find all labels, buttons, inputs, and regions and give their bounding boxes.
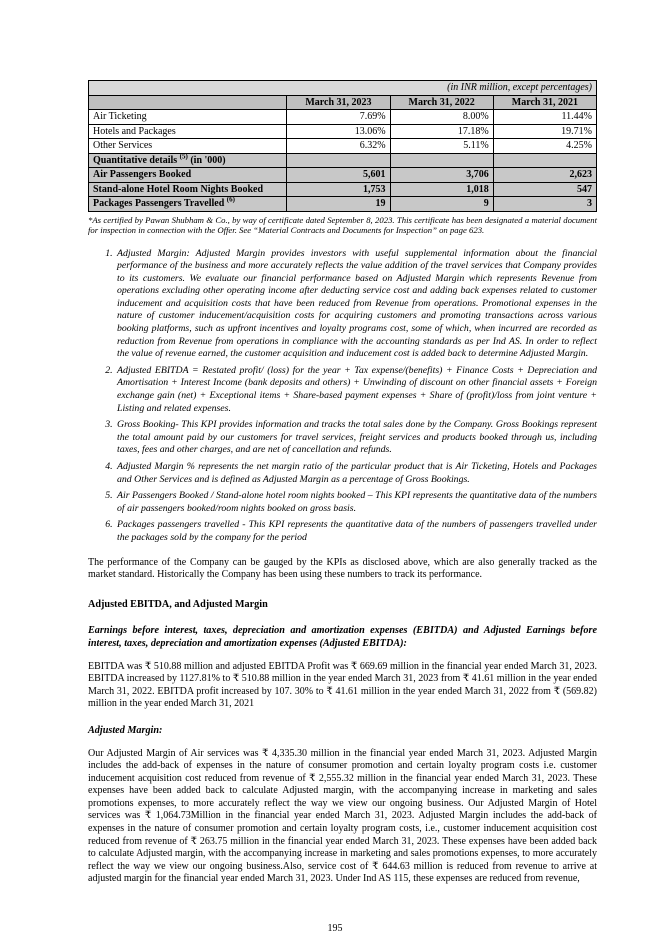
footnote-reference: (6) [226,195,235,204]
note-item: 5. Air Passengers Booked / Stand-alone hotel room nights booked – This KPI represents the quantitative data of the numbers of air passengers booked/room nights booked on gross basis. [115,490,597,515]
row-label: Air Passengers Booked [89,168,287,183]
row-value: 6.32% [287,139,390,154]
subheading-adjusted-margin: Adjusted Margin: [88,724,163,736]
row-value: 5,601 [287,168,390,183]
row-value: 19.71% [493,124,596,139]
note-item: 2. Adjusted EBITDA = Restated profit/ (loss) for the year + Tax expense/(benefits) + Finance Costs + Depreciation and Amortisation + Interest Income (bank deposits and others) + Unwinding of discount on other financial assets + Foreign exchange gain (net) + Exceptional items + Share-based payment expenses + Share of (profit)/loss from joint venture + Listing and related expenses. [115,365,597,415]
table-unit-row [89,81,597,96]
note-item: 4. Adjusted Margin % represents the net margin ratio of the particular product that is Air Ticketing, Hotels and Packages and Other Services and is defined as Adjusted Margin as a percentage of Gross Bookings. [115,461,597,486]
row-value: 19 [287,197,390,212]
row-value: 9 [390,197,493,212]
notes-list [88,248,597,545]
certificate-footnote: *As certified by Pawan Shubham & Co., by way of certificate dated September 8, 2023. This certificate has been designated a material document for inspection in connection with the Offer. See “Material Contracts and Documents for Inspection” on page 623. [88,214,597,235]
kpi-table [88,80,597,212]
row-value: 3 [493,197,596,212]
row-label: Air Ticketing [89,110,287,125]
table-row [89,139,597,154]
header-empty-cell [89,95,287,110]
adjusted-margin-paragraph: Our Adjusted Margin of Air services was ₹ 4,335.30 million in the financial year ended March 31, 2023. Adjusted Margin includes the add-back of expenses in the nature of consumer promotion and certain loyalty program costs i.e. customer inducement acquisition cost reduced from revenue of ₹ 2,555.32 million in the financial year ended March 31, 2023. These expenses have been added back to calculate Adjusted margin, with the accompanying increase in marketing and sales promotions expenses, to more accurately reflect the way we view our ongoing business. Our Adjusted Margin of Hotel services was ₹ 1,064.73Million in the financial year ended March 31, 2023. Adjusted Margin includes the add-back of expenses in the nature of consumer promotion and certain loyalty program costs, i.e., customer inducement acquisition cost reduced from revenue of ₹ 263.75 million in the financial year ended March 31, 2023. These expenses have been added back to calculate Adjusted margin, with the accompanying increase in marketing and sales promotions expenses, to more accurately reflect the way we view our ongoing business.Also, service cost of ₹ 644.63 million is reduced from revenue to arrive at adjusted margin for the financial year ended March 31, 2023. Under Ind AS 115, these expenses are reduced from revenue, [88,747,597,885]
header-date-cell: March 31, 2021 [493,95,596,110]
row-value: 3,706 [390,168,493,183]
table-row [89,197,597,212]
note-item: 3. Gross Booking- This KPI provides information and tracks the total sales done by the Company. Gross Bookings represent the total amount paid by our customers for travel services, freight services and products booked through us, including taxes, fees and other charges, and are net of cancellation and refunds. [115,419,597,457]
table-row [89,168,597,183]
row-value: 5.11% [390,139,493,154]
header-date-cell: March 31, 2022 [390,95,493,110]
row-value: 8.00% [390,110,493,125]
row-label: Packages Passengers Travelled $^{(6)}$ [89,197,287,212]
table-row [89,110,597,125]
row-value [390,153,493,168]
row-value: 4.25% [493,139,596,154]
kpi-table-body [89,110,597,212]
table-unit-note: (in INR million, except percentages) [89,81,597,96]
section-heading-adjusted-ebitda: Adjusted EBITDA, and Adjusted Margin [88,598,268,610]
table-header-row [89,95,597,110]
row-label: Other Services [89,139,287,154]
row-value: 13.06% [287,124,390,139]
row-value: 17.18% [390,124,493,139]
row-value [493,153,596,168]
note-item: 1. Adjusted Margin: Adjusted Margin provides investors with useful supplemental information about the financial performance of the business and more accurately reflects the value addition of the travel services that Company provides to its customers. We evaluate our financial performance based on Adjusted Margin which represents Revenue from operations excluding other operating income after deducting service cost and adding back expenses related to customer inducement and acquisition costs that have been reduced from Revenue from operations. Promotional expenses in the nature of customer inducement/acquisition costs for acquiring customers and promoting transactions across various booking platforms, such as upfront incentives and loyalty programs cost, some of which, when incurred are recorded as reduction from Revenue from operations in compliance with the accounting standards as per Ind AS. In order to reflect the value of revenue earned, the customer acquisition and inducement cost is added back to determine Adjusted Margin. [115,248,597,361]
page-number: 195 [327,923,343,934]
note-item: 6. Packages passengers travelled - This KPI represents the quantitative data of the numbers of passengers travelled under the packages sold by the company for the period [115,519,597,544]
footnote-reference: (5) [179,152,188,161]
row-value: 1,753 [287,182,390,197]
row-value: 7.69% [287,110,390,125]
row-value: 2,623 [493,168,596,183]
row-value [287,153,390,168]
table-row [89,153,597,168]
row-label: Hotels and Packages [89,124,287,139]
row-label: Quantitative details $^{(5)}$ (in '000) [89,153,287,168]
row-value: 11.44% [493,110,596,125]
ebitda-paragraph: EBITDA was ₹ 510.88 million and adjusted EBITDA Profit was ₹ 669.69 million in the financial year ended March 31, 2023. EBITDA increased by 1127.81% to ₹ 510.88 million in the year ended March 31, 2023 from ₹ 41.61 million in the year ended March 31, 2022. EBITDA profit increased by 107. 30% to ₹ 41.61 million in the year ended March 31, 2022 from ₹ (569.82) million in the year ended March 31, 2021 [88,660,597,710]
subheading-ebitda-definition: Earnings before interest, taxes, depreciation and amortization expenses (EBITDA) and Adjusted Earnings before interest, taxes, depreciation and amortization expenses (Adjusted EBITDA): [88,625,597,649]
row-label: Stand-alone Hotel Room Nights Booked [89,182,287,197]
row-value: 1,018 [390,182,493,197]
row-value: 547 [493,182,596,197]
table-row [89,182,597,197]
table-row [89,124,597,139]
performance-paragraph: The performance of the Company can be gauged by the KPIs as disclosed above, which are also generally tracked as the market standard. Historically the Company has been using these numbers to track its performance. [88,556,597,581]
header-date-cell: March 31, 2023 [287,95,390,110]
